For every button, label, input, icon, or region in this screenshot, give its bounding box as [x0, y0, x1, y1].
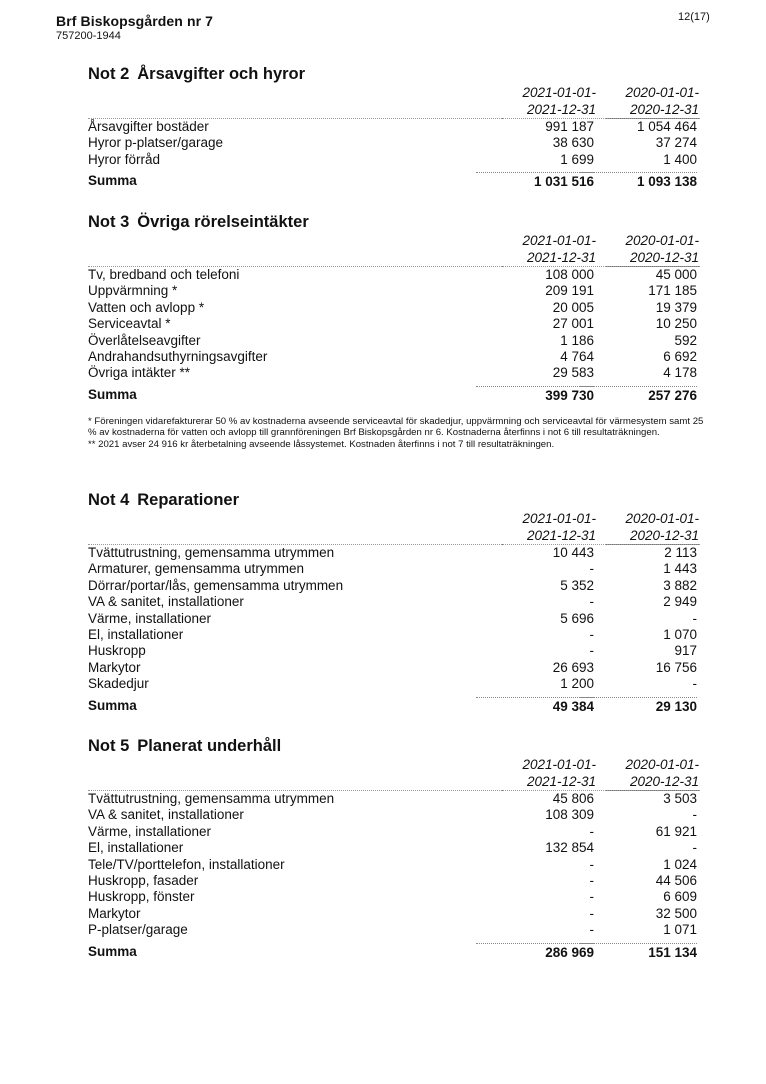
table-row: Skadedjur 1 200 - — [88, 676, 697, 692]
org-number: 757200-1944 — [56, 30, 121, 42]
table-row: Tvättutrustning, gemensamma utrymmen 10 443 2 113 — [88, 544, 700, 561]
period-current-start: 2021-01-01- — [522, 85, 596, 100]
note-5 — [88, 736, 700, 961]
table-row: El, installationer 132 854 - — [88, 840, 697, 856]
note-title: Not 3 Övriga rörelseintäkter — [88, 213, 309, 231]
table-row: Markytor 26 693 16 756 — [88, 659, 697, 675]
column-header: 2021-01-01- 2021-12-31 2020-01-01- 2020-12-31 — [88, 510, 700, 544]
table-row: Hyror p-platser/garage 38 630 37 274 — [88, 135, 697, 151]
table-row: VA & sanitet, installationer - 2 949 — [88, 594, 697, 610]
table-row: Dörrar/portar/lås, gemensamma utrymmen 5 352 3 882 — [88, 577, 697, 593]
period-previous-start: 2020-01-01- — [625, 85, 699, 100]
column-header: 2021-01-01- 2021-12-31 2020-01-01- 2020-12-31 — [88, 232, 700, 266]
footnote-double-star: ** 2021 avser 24 916 kr återbetalning avseende låssystemet. Kostnaden återfinns i not 7 till resultaträkningen. — [88, 438, 555, 450]
table-row: Värme, installationer - 61 921 — [88, 823, 697, 839]
column-header — [88, 84, 700, 118]
table-row: Övriga intäkter ** 29 583 4 178 — [88, 365, 697, 381]
sum-row: Summa 1 031 516 1 093 138 — [88, 173, 697, 190]
table-row: Tele/TV/porttelefon, installationer - 1 024 — [88, 856, 697, 872]
column-header: 2021-01-01- 2021-12-31 2020-01-01- 2020-12-31 — [88, 756, 700, 790]
table-row: Tvättutrustning, gemensamma utrymmen 45 806 3 503 — [88, 790, 700, 807]
sum-row: Summa 286 969 151 134 — [88, 943, 697, 960]
note-3 — [88, 212, 700, 404]
footnote-star: * Föreningen vidarefakturerar 50 % av kostnaderna avseende serviceavtal för skadedjur, uppvärmning och serviceavtal för värmesystem samt 25 % av kostnaderna för vatten och avlopp till grannföreningen Brf Biskopsgården nr 6. Kostnaderna återfinns i not 6 till resultaträkningen. — [88, 416, 704, 439]
table-row: El, installationer - 1 070 — [88, 626, 697, 642]
period-previous-end: 2020-12-31 — [605, 101, 699, 119]
table-row: P-platser/garage - 1 071 — [88, 922, 697, 938]
table-row: Årsavgifter bostäder 991 187 1 054 464 — [88, 118, 700, 135]
note-2 — [88, 64, 700, 190]
page-number: 12(17) — [678, 11, 710, 23]
note-title: Not 5 Planerat underhåll — [88, 737, 282, 755]
table-row: Värme, installationer 5 696 - — [88, 610, 697, 626]
footnotes — [88, 416, 708, 450]
sum-row: Summa 399 730 257 276 — [88, 386, 697, 403]
period-current-end: 2021-12-31 — [502, 101, 596, 119]
org-name: Brf Biskopsgården nr 7 — [56, 13, 214, 29]
sum-row: Summa 49 384 29 130 — [88, 697, 697, 714]
table-row: Uppvärmning * 209 191 171 185 — [88, 283, 697, 299]
table-row: Andrahandsuthyrningsavgifter 4 764 6 692 — [88, 348, 697, 364]
table-row: Huskropp - 917 — [88, 643, 697, 659]
table-row: Vatten och avlopp * 20 005 19 379 — [88, 299, 697, 315]
note-title: Not 2 Årsavgifter och hyror — [88, 65, 306, 83]
table-row: Markytor - 32 500 — [88, 905, 697, 921]
table-row: Överlåtelseavgifter 1 186 592 — [88, 332, 697, 348]
table-row: Armaturer, gemensamma utrymmen - 1 443 — [88, 561, 697, 577]
note-4 — [88, 490, 700, 715]
note-title: Not 4 Reparationer — [88, 491, 240, 509]
table-row: Hyror förråd 1 699 1 400 — [88, 151, 697, 167]
table-row: Huskropp, fasader - 44 506 — [88, 872, 697, 888]
table-row: Serviceavtal * 27 001 10 250 — [88, 316, 697, 332]
table-row: Huskropp, fönster - 6 609 — [88, 889, 697, 905]
table-row: VA & sanitet, installationer 108 309 - — [88, 807, 697, 823]
table-row: Tv, bredband och telefoni 108 000 45 000 — [88, 266, 700, 283]
